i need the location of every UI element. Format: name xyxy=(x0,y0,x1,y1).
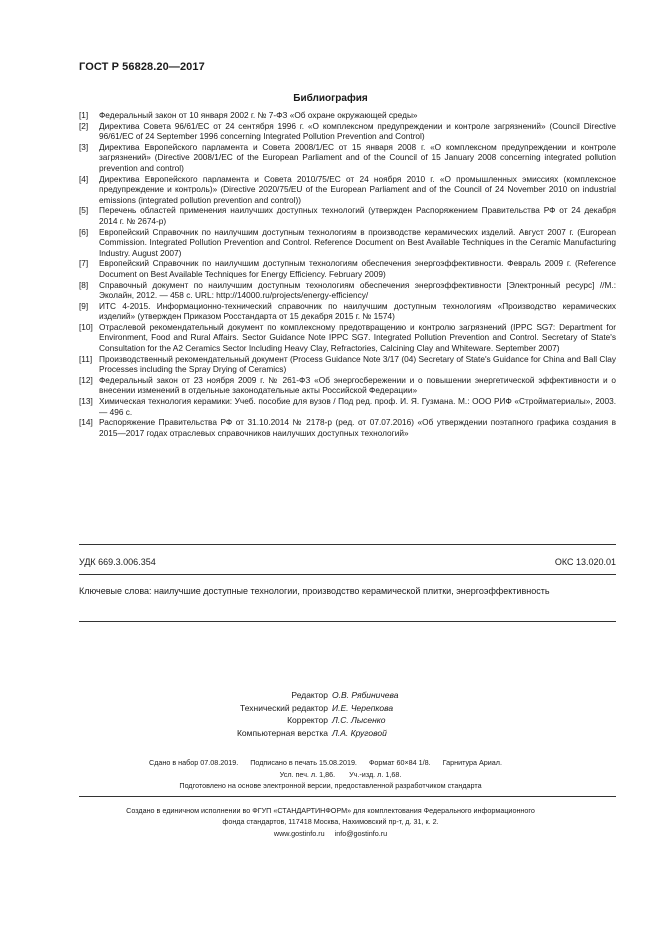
bibliography-item-text: Федеральный закон от 10 января 2002 г. № 7-ФЗ «Об охране окружающей среды» xyxy=(99,110,418,120)
bibliography-item-number: [4] xyxy=(79,173,89,184)
classification-row xyxy=(79,557,616,567)
document-header-code: ГОСТ Р 56828.20—2017 xyxy=(79,61,205,73)
credit-row xyxy=(200,689,460,702)
divider-line xyxy=(79,544,616,545)
credit-row xyxy=(200,727,460,740)
credit-name: Л.А. Круговой xyxy=(332,727,387,738)
imprint-typeface: Гарнитура Ариал. xyxy=(442,758,502,767)
bibliography-item xyxy=(79,258,616,279)
imprint-line xyxy=(0,757,661,769)
imprint-submitted: Сдано в набор 07.08.2019. xyxy=(149,758,239,767)
bibliography-title: Библиография xyxy=(293,93,368,104)
credit-name: И.Е. Черепкова xyxy=(332,702,394,713)
bibliography-item-number: [14] xyxy=(79,417,93,428)
bibliography-item-number: [6] xyxy=(79,226,89,237)
bibliography-item-text: Перечень областей применения наилучших доступных технологий (утвержден Распоряжением Правительства РФ от 24 декабря 2014 г. № 2674-р) xyxy=(99,205,616,226)
bibliography-item-number: [9] xyxy=(79,300,89,311)
bibliography-item xyxy=(79,142,616,174)
print-imprint xyxy=(0,757,661,792)
publisher-info xyxy=(0,805,661,839)
bibliography-list xyxy=(79,110,616,438)
bibliography-item-text: Справочный документ по наилучшим доступным технологиям обеспечения энергоэффективности [Электронный ресурс] //М.: Эколайн, 2012. — 458 с. URL: http://14000.ru/projects/energy-efficiency/ xyxy=(99,279,616,301)
bibliography-item-text: Отраслевой рекомендательный документ по комплексному предотвращению и контролю загрязнений (IPPC SG7: Department for Environment, Food and Rural Affairs. Sector Guidance Note IPPC SG7. Integrated Pollution Prevention and Control. Secretary of State's Consultation for the A2 Ceramics Sector Including Heavy Clay, Refractories, Calcining Clay and Whiteware. September 2007) xyxy=(99,321,616,354)
credit-role: Технический редактор xyxy=(240,702,328,713)
credit-name: О.В. Рябиничева xyxy=(332,690,399,700)
bibliography-item xyxy=(79,322,616,354)
keywords: Ключевые слова: наилучшие доступные технологии, производство керамической плитки, энергоэффективность xyxy=(79,586,550,596)
bibliography-item-number: [7] xyxy=(79,258,89,269)
bibliography-item-text: Химическая технология керамики: Учеб. пособие для вузов / Под ред. проф. И. Я. Гузмана. М.: ООО РИФ «Стройматериалы», 2003. — 496 с. xyxy=(99,396,616,417)
bibliography-item xyxy=(79,121,616,142)
bibliography-item xyxy=(79,174,616,206)
editorial-credits xyxy=(200,689,460,739)
bibliography-item xyxy=(79,205,616,226)
publisher-contacts xyxy=(0,828,661,839)
publisher-email-link[interactable]: info@gostinfo.ru xyxy=(334,828,388,838)
credit-row xyxy=(200,714,460,727)
bibliography-item xyxy=(79,375,616,396)
bibliography-item xyxy=(79,280,616,301)
bibliography-item xyxy=(79,354,616,375)
bibliography-item-text: ИТС 4-2015. Информационно-технический справочник по наилучшим доступным технологиям «Производство керамических изделий» (утвержден Приказом Росстандарта от 15 декабря 2015 г. № 1574) xyxy=(99,300,616,322)
bibliography-item-number: [10] xyxy=(79,321,93,332)
bibliography-item-number: [11] xyxy=(79,353,93,364)
bibliography-item-number: [1] xyxy=(79,110,89,120)
bibliography-item xyxy=(79,227,616,259)
imprint-line xyxy=(0,769,661,781)
bibliography-item-text: Директива Европейского парламента и Совета 2008/1/ЕС от 15 января 2008 г. «О комплексном предупреждении и контроле загрязнений» (Directive 2008/1/EC of the European Parliament and of the Council of 15 January 2008 concerning integrated pollution prevention and control) xyxy=(99,141,616,173)
divider-line xyxy=(79,621,616,622)
credit-name: Л.С. Лысенко xyxy=(332,715,386,726)
bibliography-item-text: Производственный рекомендательный документ (Process Guidance Note 3/17 (04) Secretary of State's Guidance for China and Ball Clay Processes including the Spray Drying of Ceramics) xyxy=(99,353,616,375)
bibliography-item-text: Федеральный закон от 23 ноября 2009 г. № 261-ФЗ «Об энергосбережении и о повышении энергетической эффективности и о внесении изменений в отдельные законодательные акты Российской Федерации» xyxy=(99,374,616,396)
imprint-prepared-note: Подготовлено на основе электронной версии, предоставленной разработчиком стандарта xyxy=(179,781,482,790)
publisher-line: фонда стандартов, 117418 Москва, Нахимовский пр-т, д. 31, к. 2. xyxy=(222,817,439,827)
udk-code: УДК 669.3.006.354 xyxy=(79,557,156,567)
bibliography-item-number: [12] xyxy=(79,374,93,385)
imprint-format: Формат 60×84 1/8. xyxy=(368,758,431,767)
bibliography-item xyxy=(79,110,616,121)
bibliography-item-text: Директива Европейского парламента и Совета 2010/75/ЕС от 24 ноября 2010 г. «О промышленных эмиссиях (комплексное предупреждение и контроль)» (Directive 2020/75/EU of the European Parliament and of the Council of 24 November 2010 on industrial emissions (integrated pollution prevention and control)) xyxy=(99,173,616,205)
imprint-publisher-sheets: Уч.-изд. л. 1,68. xyxy=(349,769,402,779)
credit-row xyxy=(200,702,460,715)
bibliography-item xyxy=(79,417,616,438)
bibliography-item-text: Европейский Справочник по наилучшим доступным технологиям в производстве керамических изделий. Август 2007 г. (European Commission. Integrated Pollution Prevention and Control. Reference Document on Best Available Techniques in the Ceramic Manufacturing Industry. August 2007) xyxy=(99,226,616,258)
imprint-print-sheets: Усл. печ. л. 1,86. xyxy=(279,769,336,779)
credit-role: Корректор xyxy=(287,715,328,726)
divider-line xyxy=(79,574,616,575)
bibliography-item xyxy=(79,396,616,417)
bibliography-item xyxy=(79,301,616,322)
publisher-website-link[interactable]: www.gostinfo.ru xyxy=(273,828,325,838)
publisher-line: Создано в единичном исполнении во ФГУП «СТАНДАРТИНФОРМ» для комплектования Федерального информационного xyxy=(126,806,535,815)
bibliography-item-text: Директива Совета 96/61/ЕС от 24 сентября 1996 г. «О комплексном предупреждении и контроле загрязнений» (Council Directive 96/61/EC of 24 September 1996 concerning Integrated Pollution Prevention and Control) xyxy=(99,120,616,142)
bibliography-item-number: [8] xyxy=(79,279,89,290)
bibliography-item-number: [3] xyxy=(79,141,89,152)
oks-code: ОКС 13.020.01 xyxy=(554,557,616,567)
bibliography-item-number: [2] xyxy=(79,120,89,131)
bibliography-item-text: Европейский Справочник по наилучшим доступным технологиям обеспечения энергоэффективности. Февраль 2009 г. (Reference Document on Best Available Techniques for Energy Efficiency. February 2009) xyxy=(99,258,616,279)
imprint-signed: Подписано в печать 15.08.2019. xyxy=(250,758,357,767)
bibliography-item-number: [13] xyxy=(79,396,93,407)
divider-line xyxy=(79,796,616,797)
bibliography-item-number: [5] xyxy=(79,205,89,216)
credit-role: Компьютерная верстка xyxy=(236,727,328,738)
bibliography-item-text: Распоряжение Правительства РФ от 31.10.2014 № 2178-р (ред. от 07.07.2016) «Об утверждении поэтапного графика создания в 2015—2017 годах отраслевых справочников наилучших доступных технологий» xyxy=(99,417,616,438)
credit-role: Редактор xyxy=(291,690,328,700)
